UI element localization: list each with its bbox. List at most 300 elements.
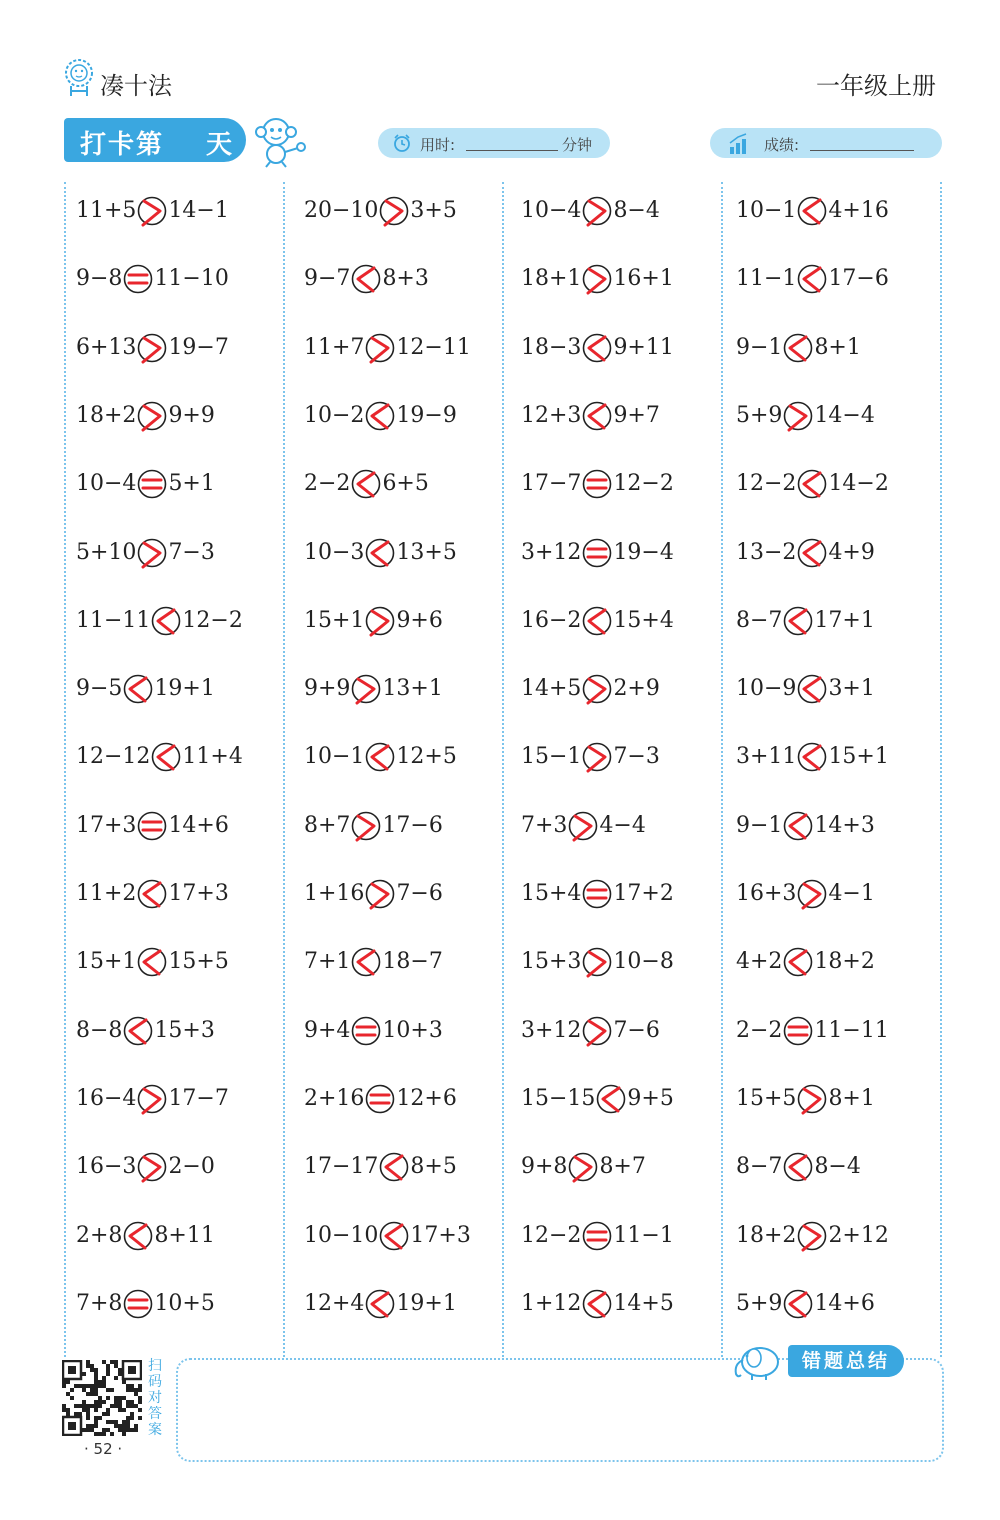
answer-circle[interactable]: [365, 606, 395, 636]
comparison-problem: [304, 196, 457, 226]
answer-mark-icon: [797, 469, 827, 499]
answer-mark-icon: [582, 196, 612, 226]
comparison-problem: [76, 196, 229, 226]
answer-circle[interactable]: [365, 1084, 395, 1114]
comparison-problem: [736, 674, 875, 704]
qr-code-icon: [62, 1360, 142, 1436]
answer-circle[interactable]: [797, 1084, 827, 1114]
right-expression: 8+7: [599, 1154, 646, 1179]
answer-circle[interactable]: [797, 264, 827, 294]
left-expression: 15+1: [76, 949, 137, 974]
left-expression: 4+2: [736, 949, 783, 974]
comparison-problem: [736, 879, 875, 909]
comparison-problem: [736, 401, 875, 431]
answer-mark-icon: [582, 674, 612, 704]
right-expression: 3+1: [828, 676, 875, 701]
answer-circle[interactable]: [596, 1084, 626, 1114]
right-expression: 9+5: [627, 1086, 674, 1111]
left-expression: 7+1: [304, 949, 351, 974]
right-expression: 13+1: [382, 676, 443, 701]
answer-circle[interactable]: [365, 401, 395, 431]
answer-circle[interactable]: [137, 333, 167, 363]
comparison-problem: [736, 606, 875, 636]
answer-circle[interactable]: [137, 196, 167, 226]
left-expression: 8+7: [304, 813, 351, 838]
right-expression: 18−7: [382, 949, 443, 974]
column-divider: [502, 182, 504, 1357]
answer-mark-icon: [596, 1084, 626, 1114]
answer-circle[interactable]: [123, 264, 153, 294]
right-expression: 14+6: [168, 813, 229, 838]
comparison-problem: [304, 1289, 457, 1319]
answer-mark-icon: [137, 1152, 167, 1182]
comparison-problem: [304, 811, 443, 841]
answer-circle[interactable]: [582, 1289, 612, 1319]
answer-circle[interactable]: [379, 196, 409, 226]
answer-mark-icon: [137, 196, 167, 226]
comparison-problem: [304, 1152, 457, 1182]
right-expression: 8+3: [382, 266, 429, 291]
comparison-problem: [521, 1084, 674, 1114]
left-expression: 12−12: [76, 744, 151, 769]
answer-circle[interactable]: [351, 469, 381, 499]
left-expression: 12−2: [521, 1223, 582, 1248]
answer-circle[interactable]: [582, 538, 612, 568]
right-expression: 17+1: [814, 608, 875, 633]
comparison-problem: [76, 1016, 215, 1046]
left-expression: 14+5: [521, 676, 582, 701]
answer-mark-icon: [351, 674, 381, 704]
answer-circle[interactable]: [137, 401, 167, 431]
answer-mark-icon: [379, 196, 409, 226]
answer-mark-icon: [123, 1016, 153, 1046]
elephant-icon: [730, 1340, 786, 1382]
right-expression: 14−1: [168, 198, 229, 223]
left-expression: 9+9: [304, 676, 351, 701]
comparison-problem: [304, 538, 457, 568]
comparison-problem: [76, 1152, 215, 1182]
answer-circle[interactable]: [783, 811, 813, 841]
answer-mark-icon: [568, 1152, 598, 1182]
right-expression: 19−7: [168, 335, 229, 360]
answer-mark-icon: [137, 333, 167, 363]
answer-circle[interactable]: [123, 674, 153, 704]
right-expression: 2−0: [168, 1154, 215, 1179]
score-field[interactable]: [710, 128, 942, 158]
answer-circle[interactable]: [582, 947, 612, 977]
comparison-problem: [76, 264, 229, 294]
right-expression: 19−4: [613, 540, 674, 565]
answer-mark-icon: [582, 1016, 612, 1046]
left-expression: 16−2: [521, 608, 582, 633]
right-expression: 9+9: [168, 403, 215, 428]
right-expression: 4−4: [599, 813, 646, 838]
left-expression: 16+3: [736, 881, 797, 906]
answer-mark-icon: [137, 811, 167, 841]
comparison-problem: [76, 606, 243, 636]
chart-growth-icon: [728, 133, 750, 155]
answer-circle[interactable]: [123, 1289, 153, 1319]
answer-mark-icon: [582, 469, 612, 499]
left-expression: 2+16: [304, 1086, 365, 1111]
comparison-problem: [76, 538, 215, 568]
comparison-problem: [736, 742, 889, 772]
comparison-problem: [736, 1289, 875, 1319]
comparison-problem: [304, 469, 429, 499]
right-expression: 11+4: [182, 744, 243, 769]
right-expression: 17−6: [382, 813, 443, 838]
right-expression: 8−4: [613, 198, 660, 223]
score-blank: [810, 150, 914, 151]
answer-mark-icon: [137, 947, 167, 977]
answer-mark-icon: [351, 811, 381, 841]
answer-mark-icon: [123, 1289, 153, 1319]
answer-mark-icon: [151, 606, 181, 636]
answer-circle[interactable]: [137, 947, 167, 977]
comparison-problem: [521, 401, 660, 431]
left-expression: 15−15: [521, 1086, 596, 1111]
right-expression: 12−2: [182, 608, 243, 633]
answer-circle[interactable]: [783, 1152, 813, 1182]
left-expression: 3+11: [736, 744, 797, 769]
right-expression: 12+5: [396, 744, 457, 769]
answer-circle[interactable]: [582, 401, 612, 431]
left-expression: 18+2: [736, 1223, 797, 1248]
left-expression: 15+3: [521, 949, 582, 974]
left-expression: 2−2: [736, 1018, 783, 1043]
answer-circle[interactable]: [783, 606, 813, 636]
comparison-problem: [76, 879, 229, 909]
answer-circle[interactable]: [582, 674, 612, 704]
answer-circle[interactable]: [379, 1221, 409, 1251]
left-expression: 2+8: [76, 1223, 123, 1248]
comparison-problem: [521, 1016, 660, 1046]
answer-mark-icon: [351, 469, 381, 499]
left-expression: 3+12: [521, 540, 582, 565]
answer-mark-icon: [582, 947, 612, 977]
answer-circle[interactable]: [137, 1084, 167, 1114]
answer-mark-icon: [582, 264, 612, 294]
answer-circle[interactable]: [783, 947, 813, 977]
right-expression: 5+1: [168, 471, 215, 496]
comparison-problem: [304, 606, 443, 636]
comparison-problem: [521, 1289, 674, 1319]
right-expression: 2+9: [613, 676, 660, 701]
answer-circle[interactable]: [123, 1016, 153, 1046]
answer-circle[interactable]: [582, 333, 612, 363]
right-expression: 8+5: [410, 1154, 457, 1179]
answer-circle[interactable]: [797, 538, 827, 568]
left-expression: 16−4: [76, 1086, 137, 1111]
answer-mark-icon: [783, 1016, 813, 1046]
answer-circle[interactable]: [351, 811, 381, 841]
monkey-mascot-icon: [250, 112, 308, 168]
answer-mark-icon: [137, 1084, 167, 1114]
answer-mark-icon: [582, 879, 612, 909]
left-expression: 15−1: [521, 744, 582, 769]
right-expression: 8−4: [814, 1154, 861, 1179]
comparison-problem: [304, 1084, 457, 1114]
answer-circle[interactable]: [582, 264, 612, 294]
answer-circle[interactable]: [137, 879, 167, 909]
comparison-problem: [304, 879, 443, 909]
answer-circle[interactable]: [783, 401, 813, 431]
answer-mark-icon: [582, 606, 612, 636]
comparison-problem: [521, 469, 674, 499]
answer-mark-icon: [137, 879, 167, 909]
left-expression: 11−11: [76, 608, 151, 633]
comparison-problem: [521, 674, 660, 704]
comparison-problem: [76, 1084, 229, 1114]
answer-mark-icon: [783, 1289, 813, 1319]
left-expression: 3+12: [521, 1018, 582, 1043]
left-expression: 12−2: [736, 471, 797, 496]
book-title: 凑十法: [100, 72, 172, 100]
answer-mark-icon: [783, 401, 813, 431]
answer-circle[interactable]: [797, 742, 827, 772]
answer-circle[interactable]: [365, 538, 395, 568]
column-divider: [283, 182, 285, 1357]
column-divider: [721, 182, 723, 1357]
answer-mark-icon: [783, 606, 813, 636]
answer-mark-icon: [582, 538, 612, 568]
checkin-prefix: 打卡第: [80, 130, 165, 160]
right-expression: 14+3: [814, 813, 875, 838]
left-expression: 7+3: [521, 813, 568, 838]
answer-mark-icon: [797, 264, 827, 294]
answer-circle[interactable]: [797, 469, 827, 499]
answer-circle[interactable]: [137, 811, 167, 841]
time-field[interactable]: [378, 128, 610, 158]
comparison-problem: [736, 1016, 889, 1046]
left-expression: 15+1: [304, 608, 365, 633]
left-expression: 9−5: [76, 676, 123, 701]
comparison-problem: [76, 742, 243, 772]
answer-mark-icon: [365, 1084, 395, 1114]
left-expression: 17−7: [521, 471, 582, 496]
answer-circle[interactable]: [582, 469, 612, 499]
checkin-suffix: 天: [206, 130, 235, 160]
right-expression: 10+3: [382, 1018, 443, 1043]
answer-circle[interactable]: [137, 1152, 167, 1182]
left-expression: 9−8: [76, 266, 123, 291]
comparison-problem: [736, 1152, 861, 1182]
answer-circle[interactable]: [582, 196, 612, 226]
right-expression: 3+5: [410, 198, 457, 223]
answer-circle[interactable]: [379, 1152, 409, 1182]
right-expression: 16+1: [613, 266, 674, 291]
right-expression: 9+7: [613, 403, 660, 428]
left-expression: 2−2: [304, 471, 351, 496]
left-expression: 10−2: [304, 403, 365, 428]
left-expression: 17−17: [304, 1154, 379, 1179]
page-number: · 52 ·: [84, 1440, 123, 1458]
right-expression: 17+2: [613, 881, 674, 906]
comparison-problem: [736, 469, 889, 499]
left-expression: 11+5: [76, 198, 137, 223]
answer-mark-icon: [123, 674, 153, 704]
answer-mark-icon: [151, 742, 181, 772]
left-expression: 9−1: [736, 813, 783, 838]
answer-circle[interactable]: [582, 1016, 612, 1046]
answer-mark-icon: [351, 264, 381, 294]
comparison-problem: [521, 196, 660, 226]
answer-circle[interactable]: [151, 742, 181, 772]
comparison-problem: [521, 1221, 674, 1251]
left-expression: 8−8: [76, 1018, 123, 1043]
left-expression: 11−1: [736, 266, 797, 291]
answer-circle[interactable]: [783, 333, 813, 363]
answer-mark-icon: [582, 1289, 612, 1319]
answer-mark-icon: [137, 469, 167, 499]
answer-circle[interactable]: [365, 742, 395, 772]
right-expression: 15+5: [168, 949, 229, 974]
answer-mark-icon: [797, 674, 827, 704]
answer-circle[interactable]: [568, 1152, 598, 1182]
left-expression: 10−1: [304, 744, 365, 769]
answer-circle[interactable]: [351, 1016, 381, 1046]
right-expression: 17−6: [828, 266, 889, 291]
right-expression: 8+11: [154, 1223, 215, 1248]
answer-mark-icon: [137, 538, 167, 568]
left-expression: 16−3: [76, 1154, 137, 1179]
left-expression: 15+4: [521, 881, 582, 906]
left-expression: 6+13: [76, 335, 137, 360]
mistake-summary-label: 错题总结: [788, 1345, 904, 1377]
right-expression: 19+1: [154, 676, 215, 701]
answer-circle[interactable]: [582, 1221, 612, 1251]
lion-logo-icon: [62, 58, 96, 98]
left-expression: 10−10: [304, 1223, 379, 1248]
left-expression: 9−1: [736, 335, 783, 360]
answer-mark-icon: [365, 538, 395, 568]
left-expression: 18+2: [76, 403, 137, 428]
answer-mark-icon: [797, 1221, 827, 1251]
right-expression: 12+6: [396, 1086, 457, 1111]
answer-mark-icon: [365, 1289, 395, 1319]
answer-circle[interactable]: [351, 674, 381, 704]
left-expression: 10−1: [736, 198, 797, 223]
time-unit: 分钟: [562, 136, 593, 154]
comparison-problem: [736, 333, 861, 363]
answer-circle[interactable]: [151, 606, 181, 636]
answer-mark-icon: [365, 401, 395, 431]
answer-circle[interactable]: [568, 811, 598, 841]
right-expression: 6+5: [382, 471, 429, 496]
answer-circle[interactable]: [351, 947, 381, 977]
left-expression: 11+2: [76, 881, 137, 906]
right-expression: 9+11: [613, 335, 674, 360]
left-expression: 10−4: [76, 471, 137, 496]
answer-mark-icon: [123, 264, 153, 294]
right-expression: 8+1: [828, 1086, 875, 1111]
answer-circle[interactable]: [123, 1221, 153, 1251]
left-expression: 18−3: [521, 335, 582, 360]
answer-circle[interactable]: [137, 469, 167, 499]
right-expression: 9+6: [396, 608, 443, 633]
comparison-problem: [304, 742, 457, 772]
answer-mark-icon: [783, 811, 813, 841]
right-expression: 18+2: [814, 949, 875, 974]
right-expression: 19+1: [396, 1291, 457, 1316]
left-expression: 10−4: [521, 198, 582, 223]
answer-mark-icon: [365, 742, 395, 772]
comparison-problem: [521, 811, 646, 841]
left-expression: 10−9: [736, 676, 797, 701]
answer-circle[interactable]: [783, 1016, 813, 1046]
answer-mark-icon: [797, 538, 827, 568]
comparison-problem: [521, 333, 674, 363]
comparison-problem: [521, 742, 660, 772]
answer-circle[interactable]: [797, 674, 827, 704]
right-expression: 15+1: [828, 744, 889, 769]
answer-circle[interactable]: [582, 606, 612, 636]
answer-mark-icon: [351, 947, 381, 977]
column-divider: [64, 182, 66, 1357]
answer-mark-icon: [379, 1221, 409, 1251]
comparison-problem: [736, 1221, 889, 1251]
right-expression: 12−2: [613, 471, 674, 496]
left-expression: 9−7: [304, 266, 351, 291]
right-expression: 4−1: [828, 881, 875, 906]
right-expression: 7−6: [396, 881, 443, 906]
answer-circle[interactable]: [365, 1289, 395, 1319]
answer-circle[interactable]: [582, 742, 612, 772]
right-expression: 14−4: [814, 403, 875, 428]
grade-label: 一年级上册: [816, 72, 936, 100]
left-expression: 11+7: [304, 335, 365, 360]
right-expression: 12−11: [396, 335, 471, 360]
comparison-problem: [736, 264, 889, 294]
answer-circle[interactable]: [797, 1221, 827, 1251]
answer-circle[interactable]: [582, 879, 612, 909]
comparison-problem: [304, 674, 443, 704]
checkin-banner: [64, 118, 246, 162]
scan-for-answers-text: 扫码对答案: [148, 1358, 162, 1438]
answer-circle[interactable]: [797, 196, 827, 226]
comparison-problem: [521, 879, 674, 909]
answer-mark-icon: [379, 1152, 409, 1182]
time-label: 用时:: [420, 136, 456, 154]
right-expression: 2+12: [828, 1223, 889, 1248]
comparison-problem: [521, 538, 674, 568]
right-expression: 11−1: [613, 1223, 674, 1248]
answer-mark-icon: [783, 333, 813, 363]
answer-circle[interactable]: [783, 1289, 813, 1319]
right-expression: 7−3: [613, 744, 660, 769]
comparison-problem: [736, 196, 889, 226]
answer-mark-icon: [123, 1221, 153, 1251]
left-expression: 8−7: [736, 1154, 783, 1179]
answer-circle[interactable]: [365, 879, 395, 909]
answer-mark-icon: [797, 742, 827, 772]
right-expression: 10−8: [613, 949, 674, 974]
answer-circle[interactable]: [365, 333, 395, 363]
comparison-problem: [736, 1084, 875, 1114]
answer-circle[interactable]: [351, 264, 381, 294]
answer-circle[interactable]: [137, 538, 167, 568]
right-expression: 8+1: [814, 335, 861, 360]
answer-mark-icon: [365, 333, 395, 363]
comparison-problem: [76, 674, 215, 704]
answer-circle[interactable]: [797, 879, 827, 909]
right-expression: 11−11: [814, 1018, 889, 1043]
comparison-problem: [304, 333, 471, 363]
right-expression: 17−7: [168, 1086, 229, 1111]
left-expression: 1+16: [304, 881, 365, 906]
left-expression: 13−2: [736, 540, 797, 565]
left-expression: 17+3: [76, 813, 137, 838]
